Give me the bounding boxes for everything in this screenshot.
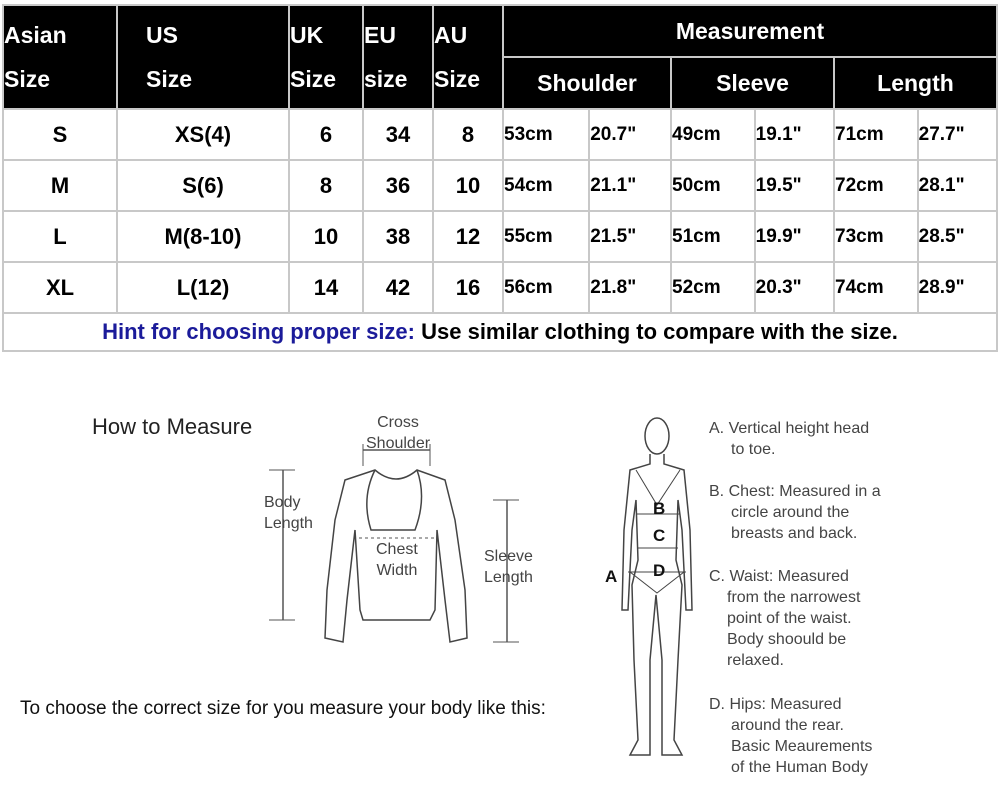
cell-asian: L	[3, 211, 117, 262]
cell-asian: S	[3, 109, 117, 160]
shoulder-header: Shoulder	[503, 57, 671, 109]
eu-header: EU size	[363, 5, 433, 109]
cell-s-in: 21.5"	[589, 211, 671, 262]
sleeve-length-label: Sleeve Length	[484, 548, 533, 586]
cell-eu: 34	[363, 109, 433, 160]
legend-a: A. Vertical height head to toe.	[709, 420, 870, 458]
size-table	[2, 4, 998, 352]
legend-b: B. Chest: Measured in a circle around the breasts and back.	[709, 483, 881, 542]
cell-sl-cm: 50cm	[671, 160, 755, 211]
length-header: Length	[834, 57, 997, 109]
cell-s-cm: 54cm	[503, 160, 589, 211]
cell-sl-in: 19.9"	[755, 211, 834, 262]
cell-l-in: 28.5"	[918, 211, 997, 262]
cell-l-in: 28.9"	[918, 262, 997, 313]
cell-us: XS(4)	[117, 109, 289, 160]
cell-s-in: 21.8"	[589, 262, 671, 313]
cell-us: L(12)	[117, 262, 289, 313]
cell-s-cm: 55cm	[503, 211, 589, 262]
choose-size-text: To choose the correct size for you measure your body like this:	[20, 698, 546, 719]
legend-d: D. Hips: Measured around the rear. Basic Meaurements of the Human Body	[709, 696, 873, 776]
body-length-label: Body Length	[264, 494, 313, 532]
body-label-b: B	[653, 499, 666, 518]
cell-au: 12	[433, 211, 503, 262]
body-label-a: A	[605, 567, 618, 586]
body-figure	[600, 410, 710, 765]
size-row	[3, 262, 997, 313]
cell-asian: M	[3, 160, 117, 211]
cell-l-cm: 71cm	[834, 109, 918, 160]
cell-au: 16	[433, 262, 503, 313]
cell-eu: 36	[363, 160, 433, 211]
cross-shoulder-label: Cross Shoulder	[366, 414, 431, 452]
cell-uk: 8	[289, 160, 363, 211]
cell-sl-cm: 49cm	[671, 109, 755, 160]
cell-us: M(8-10)	[117, 211, 289, 262]
uk-header: UK Size	[289, 5, 363, 109]
cell-sl-in: 19.5"	[755, 160, 834, 211]
cell-uk: 10	[289, 211, 363, 262]
hint-row	[3, 313, 997, 351]
cell-l-cm: 72cm	[834, 160, 918, 211]
cell-sl-cm: 52cm	[671, 262, 755, 313]
cell-l-cm: 73cm	[834, 211, 918, 262]
cell-us: S(6)	[117, 160, 289, 211]
cell-l-cm: 74cm	[834, 262, 918, 313]
cell-uk: 14	[289, 262, 363, 313]
size-row	[3, 109, 997, 160]
sleeve-header: Sleeve	[671, 57, 834, 109]
body-label-d: D	[653, 561, 666, 580]
size-row	[3, 211, 997, 262]
cell-s-cm: 56cm	[503, 262, 589, 313]
body-label-c: C	[653, 526, 666, 545]
measurement-header: Measurement	[503, 5, 997, 57]
cell-au: 10	[433, 160, 503, 211]
cell-s-cm: 53cm	[503, 109, 589, 160]
chest-width-label: Chest Width	[376, 541, 418, 579]
cell-sl-in: 20.3"	[755, 262, 834, 313]
au-header: AU Size	[433, 5, 503, 109]
us-header: US Size	[117, 5, 289, 109]
cell-eu: 38	[363, 211, 433, 262]
cell-asian: XL	[3, 262, 117, 313]
cell-s-in: 20.7"	[589, 109, 671, 160]
cell-sl-cm: 51cm	[671, 211, 755, 262]
cell-l-in: 27.7"	[918, 109, 997, 160]
cell-l-in: 28.1"	[918, 160, 997, 211]
cell-uk: 6	[289, 109, 363, 160]
asian-header: Asian Size	[3, 5, 117, 109]
hint-text: Use similar clothing to compare with the size.	[415, 319, 898, 344]
cell-sl-in: 19.1"	[755, 109, 834, 160]
cell-eu: 42	[363, 262, 433, 313]
cell-s-in: 21.1"	[589, 160, 671, 211]
legend-c: C. Waist: Measured from the narrowest point of the waist. Body shoould be relaxed.	[709, 568, 861, 669]
cell-au: 8	[433, 109, 503, 160]
how-to-measure-title: How to Measure	[92, 414, 253, 439]
hint-label: Hint for choosing proper size:	[102, 319, 415, 344]
size-row	[3, 160, 997, 211]
